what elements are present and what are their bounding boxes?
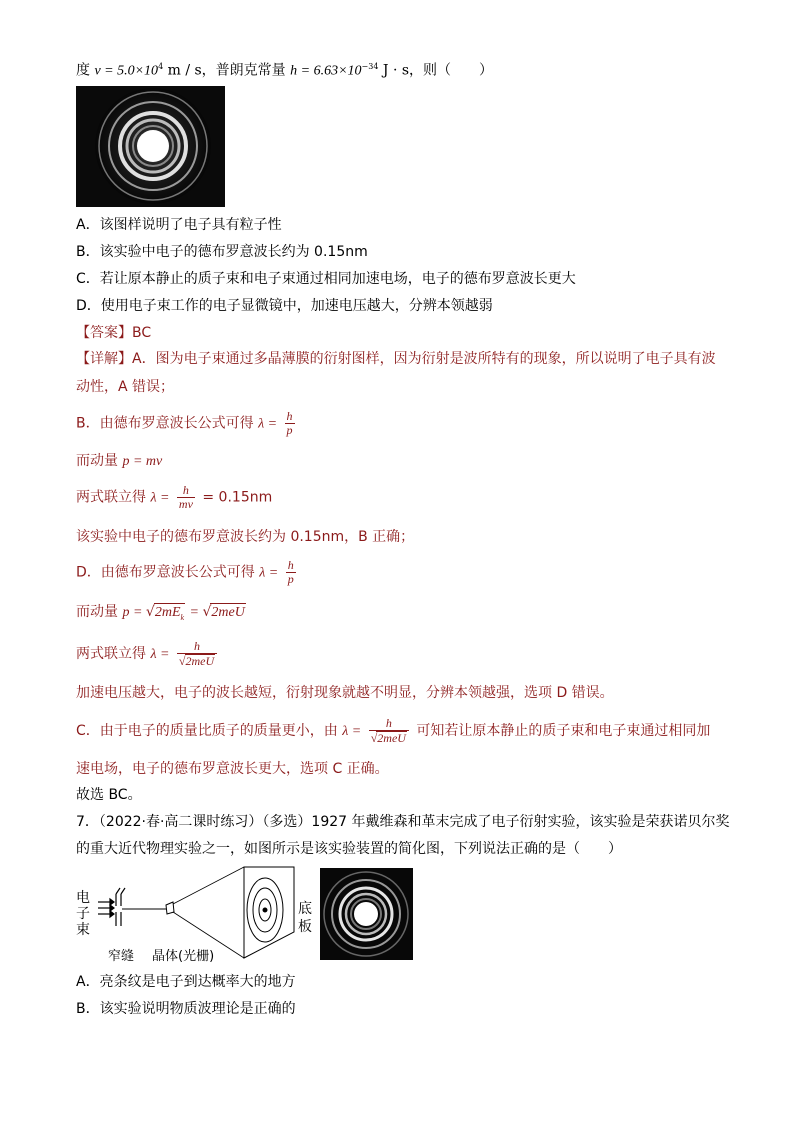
momentum-line-2: 而动量 $p = √2mE_k = √2meU$ bbox=[76, 603, 246, 627]
apparatus-diagram bbox=[76, 862, 316, 966]
b-conclusion-line: 该实验中电子的德布罗意波长约为 0.15nm，B 正确； bbox=[76, 529, 415, 545]
combine-label-1: 两式联立得 bbox=[76, 489, 146, 506]
c-intro-line: C．由于电子的质量比质子的质量更小，由 λ = $\frac{h}{\text{√2meU}}$ 可知若让原本静止的质子束和电子束通过相同加 bbox=[76, 716, 711, 745]
slit-label: 窄缝 bbox=[108, 949, 135, 964]
prefix-text: 度 bbox=[76, 62, 90, 79]
momentum-label-1: 而动量 bbox=[76, 453, 118, 469]
combine-line-2: 两式联立得 λ = $\frac{h}{\text{√2meU}}$ bbox=[76, 640, 220, 668]
c-line-2: 速电场，电子的德布罗意波长更大，选项 C 正确。 bbox=[76, 761, 389, 777]
diffraction-pattern-image-2 bbox=[320, 868, 413, 960]
option-a: A．该图样说明了电子具有粒子性 bbox=[76, 217, 282, 233]
b-intro-line: B．由德布罗意波长公式可得 λ = $\frac{h}{p}$ bbox=[76, 409, 293, 437]
option-c: C．若让原本静止的质子束和电子束通过相同加速电场，电子的德布罗意波长更大 bbox=[76, 271, 576, 287]
combine-result-1: = 0.15nm bbox=[202, 489, 273, 506]
c-intro-text: C．由于电子的质量比质子的质量更小，由 bbox=[76, 723, 338, 739]
screen-label-2: 板 bbox=[298, 919, 312, 935]
beam-label-3: 束 bbox=[76, 922, 90, 938]
momentum-line-1 bbox=[76, 452, 162, 471]
planck-expression: h = 6.63×10 bbox=[290, 63, 362, 79]
q7-option-b: B．该实验说明物质波理论是正确的 bbox=[76, 1001, 296, 1017]
diffraction-pattern-image bbox=[76, 86, 225, 207]
q7-line-2: 的重大近代物理实验之一，如图所示是该实验装置的简化图，下列说法正确的是（ ） bbox=[76, 841, 622, 857]
detail-line-1 bbox=[76, 350, 716, 368]
option-b: B．该实验中电子的德布罗意波长约为 0.15nm bbox=[76, 244, 368, 260]
combine-line-1: 两式联立得 λ = $\frac{h}{mv}$ = 0.15nm bbox=[76, 483, 273, 511]
c-mid-text: 可知若让原本静止的质子束和电子束通过相同加 bbox=[416, 723, 711, 739]
screen-label-1: 底 bbox=[298, 901, 312, 917]
planck-exponent: −34 bbox=[361, 62, 379, 71]
answer-line: 【答案】BC bbox=[76, 325, 152, 341]
crystal-label: 晶体(光栅) bbox=[152, 949, 215, 964]
option-d: D．使用电子束工作的电子显微镜中，加速电压越大，分辨本领越弱 bbox=[76, 298, 493, 314]
beam-label-2: 子 bbox=[76, 906, 90, 922]
d-intro-line: D．由德布罗意波长公式可得 λ = $\frac{h}{p}$ bbox=[76, 558, 294, 586]
b-intro-text: B．由德布罗意波长公式可得 bbox=[76, 415, 254, 432]
q7-line-1: 7．（2022·春·高二课时练习）（多选）1927 年戴维森和革末完成了电子衍射实验，该实验是荣获诺贝尔奖 bbox=[76, 814, 730, 830]
detail-line-2: 动性，A 错误； bbox=[76, 379, 175, 395]
velocity-unit-text: m / s，普朗克常量 bbox=[167, 62, 286, 79]
q7-option-a: A．亮条纹是电子到达概率大的地方 bbox=[76, 974, 296, 990]
beam-label-1: 电 bbox=[76, 890, 90, 906]
d-conclusion-line: 加速电压越大，电子的波长越短，衍射现象就越不明显，分辨本领越强，选项 D 错误。 bbox=[76, 685, 614, 701]
final-answer-line: 故选 BC。 bbox=[76, 787, 142, 803]
d-intro-text: D．由德布罗意波长公式可得 bbox=[76, 564, 255, 581]
combine-label-2: 两式联立得 bbox=[76, 646, 146, 662]
detail-tag: 【详解】 bbox=[76, 351, 132, 367]
detail-text-1: A．图为电子束通过多晶薄膜的衍射图样，因为衍射是波所特有的现象，所以说明了电子具有波 bbox=[132, 351, 716, 367]
velocity-exponent: 4 bbox=[158, 62, 164, 71]
momentum-expression-1: p = mv bbox=[122, 454, 163, 469]
momentum-label-2: 而动量 bbox=[76, 604, 118, 620]
planck-unit-text: J · s，则（ ） bbox=[382, 62, 494, 79]
velocity-expression: v = 5.0×10 bbox=[94, 63, 159, 79]
question-continuation-line bbox=[76, 58, 493, 81]
